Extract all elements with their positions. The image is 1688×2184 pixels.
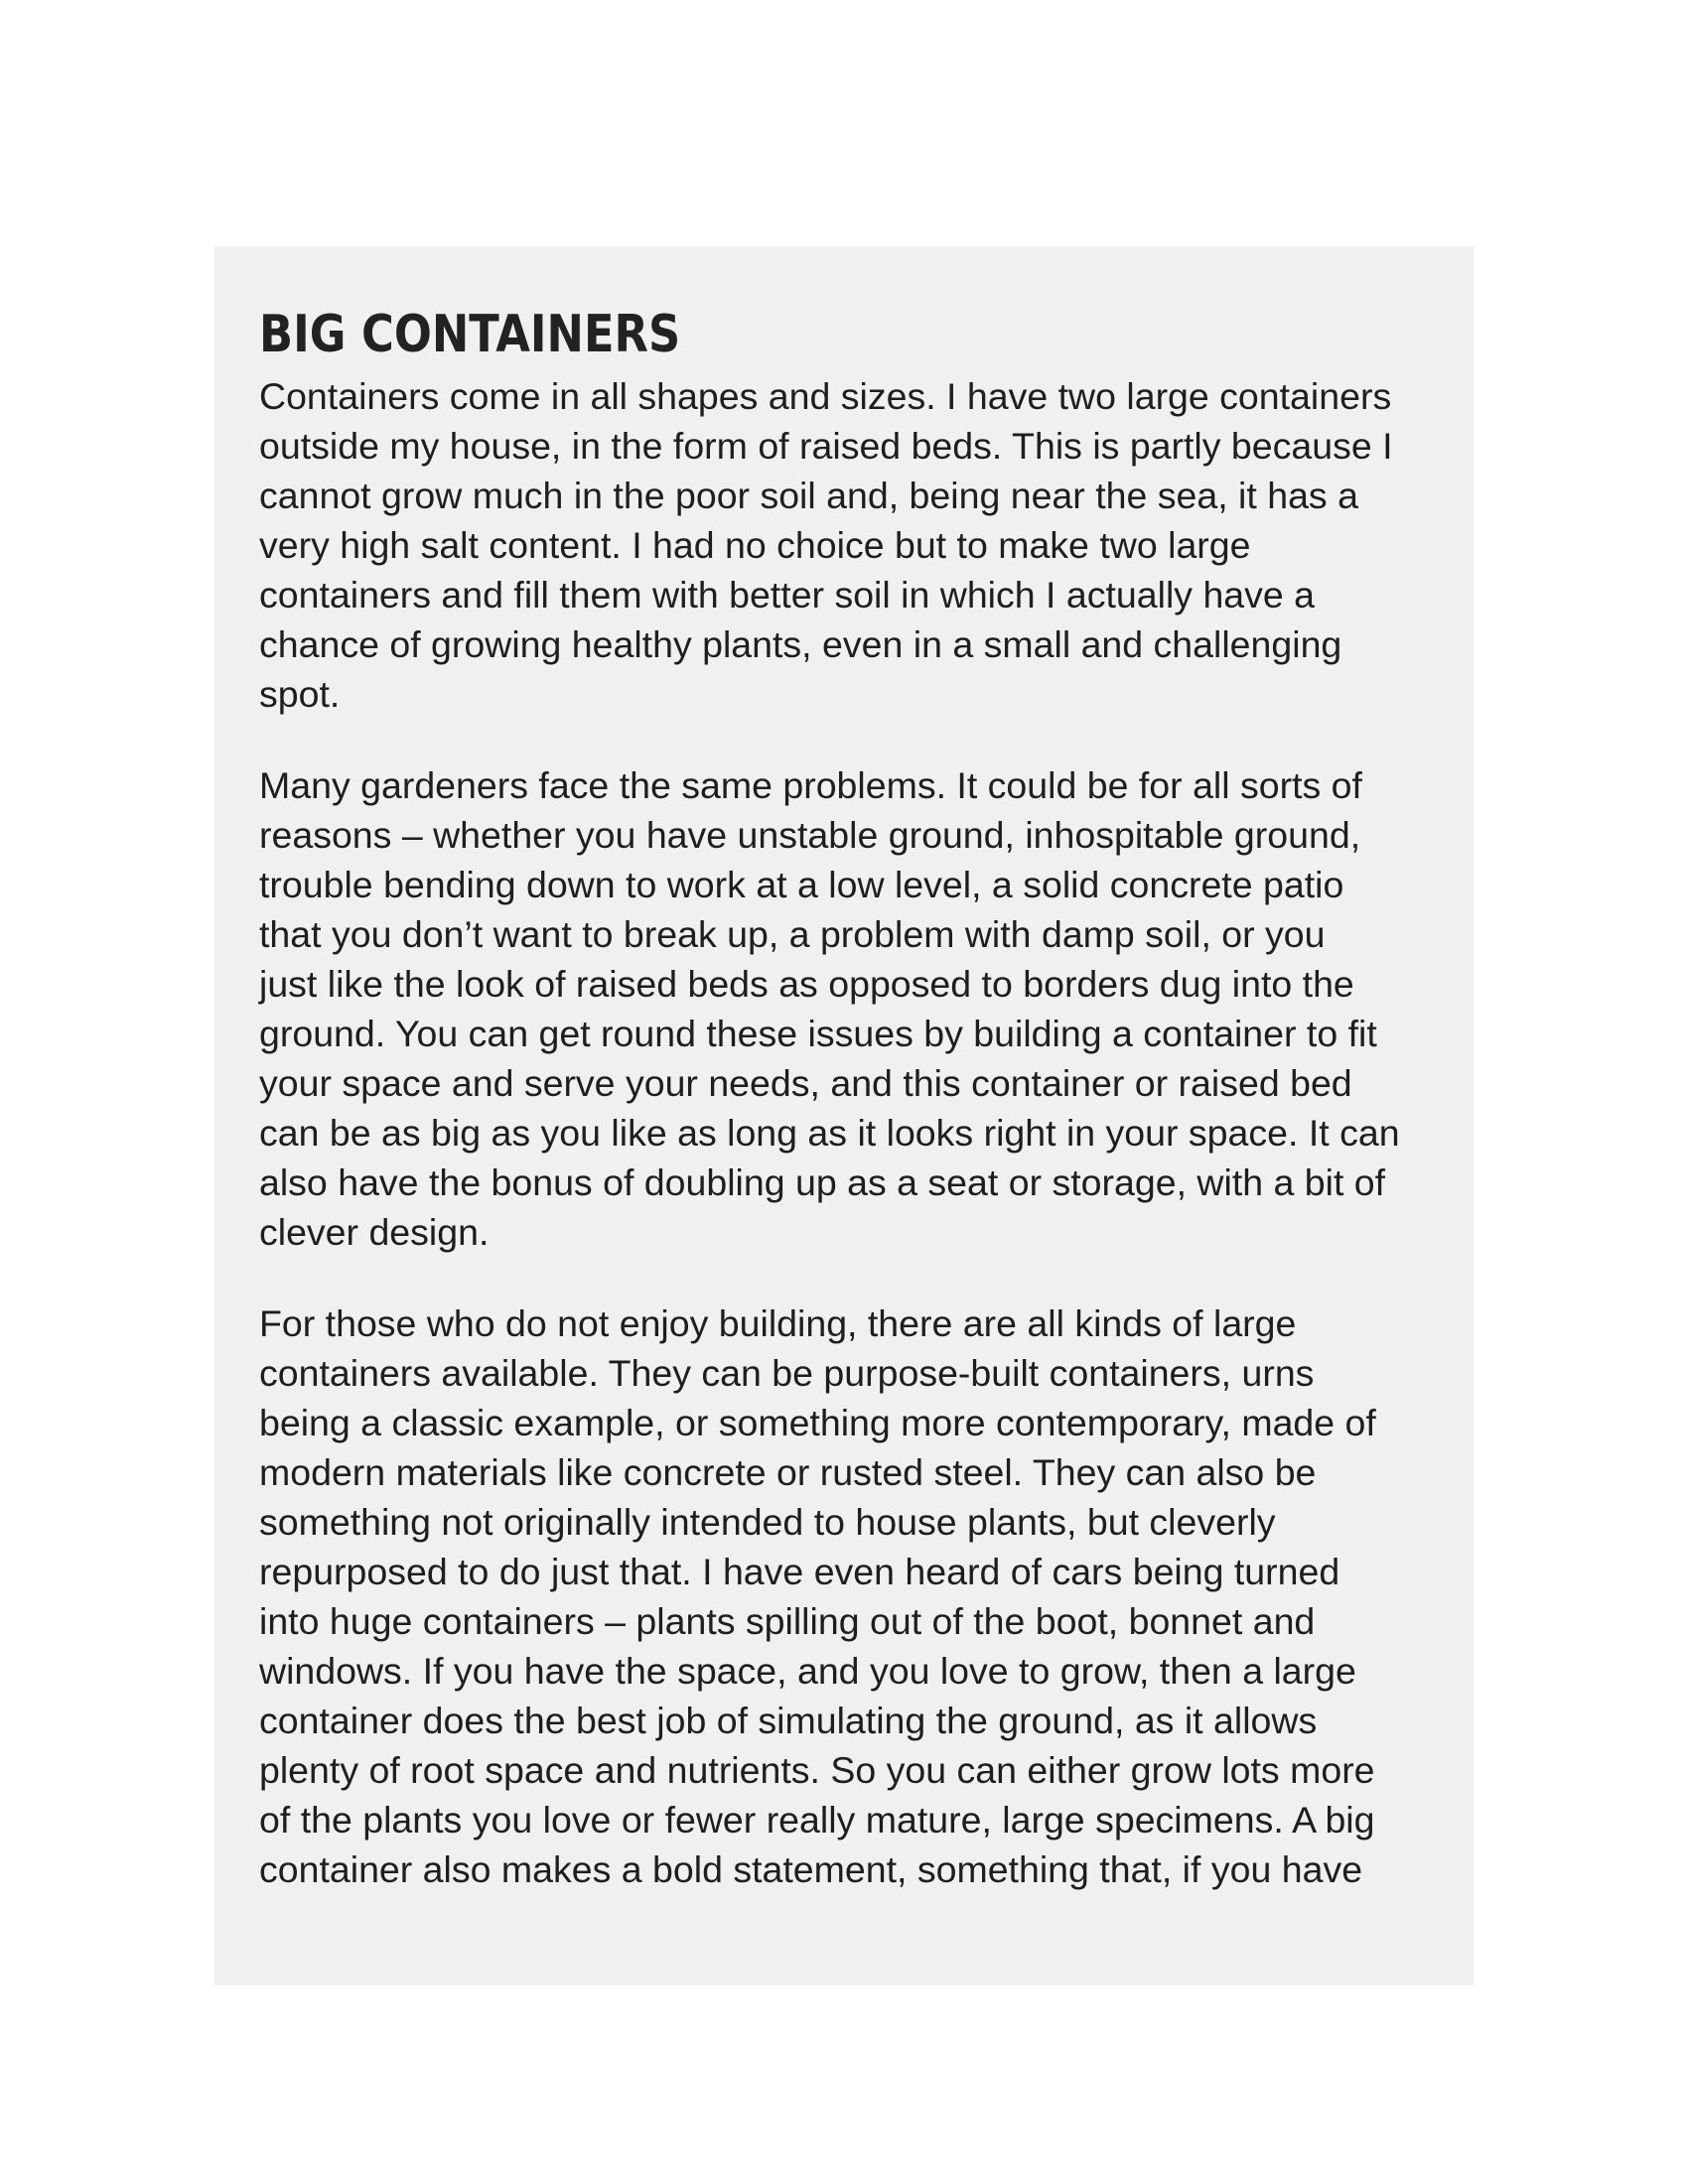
- text-line: of the plants you love or fewer really mature, large specimens. A big: [259, 1799, 1375, 1841]
- text-line: containers available. They can be purpose-built containers, urns: [259, 1352, 1315, 1394]
- text-line: trouble bending down to work at a low level, a solid concrete patio: [259, 864, 1344, 905]
- text-line: container does the best job of simulating the ground, as it allows: [259, 1700, 1318, 1741]
- paragraph-2: [259, 760, 1434, 1257]
- text-line: also have the bonus of doubling up as a seat or storage, with a bit of: [259, 1161, 1386, 1203]
- text-line: containers and fill them with better soil in which I actually have a: [259, 574, 1316, 615]
- text-line: spot.: [259, 673, 341, 715]
- text-line: something not originally intended to house plants, but cleverly: [259, 1501, 1276, 1543]
- text-line: that you don’t want to break up, a problem with damp soil, or you: [259, 913, 1326, 955]
- text-line: into huge containers – plants spilling out of the boot, bonnet and: [259, 1600, 1316, 1642]
- text-line: container also makes a bold statement, something that, if you have: [259, 1848, 1363, 1890]
- text-line: cannot grow much in the poor soil and, being near the sea, it has a: [259, 475, 1358, 516]
- text-line: Many gardeners face the same problems. It could be for all sorts of: [259, 764, 1362, 806]
- text-line: plenty of root space and nutrients. So you can either grow lots more: [259, 1749, 1375, 1791]
- text-line: being a classic example, or something more contemporary, made of: [259, 1402, 1376, 1443]
- paragraph-1: [259, 371, 1434, 719]
- text-line: Containers come in all shapes and sizes. I have two large containers: [259, 375, 1392, 417]
- text-line: very high salt content. I had no choice but to make two large: [259, 524, 1251, 566]
- text-line: modern materials like concrete or rusted steel. They can also be: [259, 1451, 1317, 1493]
- text-line: repurposed to do just that. I have even heard of cars being turned: [259, 1551, 1340, 1592]
- text-line: just like the look of raised beds as opposed to borders dug into the: [259, 963, 1354, 1005]
- text-line: reasons – whether you have unstable ground, inhospitable ground,: [259, 814, 1361, 856]
- section-heading: BIG CONTAINERS: [259, 305, 681, 364]
- text-line: outside my house, in the form of raised beds. This is partly because I: [259, 425, 1393, 467]
- content-panel: [214, 246, 1474, 1985]
- text-line: clever design.: [259, 1211, 490, 1253]
- text-line: chance of growing healthy plants, even in a small and challenging: [259, 623, 1342, 665]
- text-line: For those who do not enjoy building, there are all kinds of large: [259, 1302, 1297, 1344]
- text-line: your space and serve your needs, and this container or raised bed: [259, 1062, 1352, 1104]
- text-line: windows. If you have the space, and you love to grow, then a large: [259, 1650, 1356, 1692]
- text-line: can be as big as you like as long as it looks right in your space. It can: [259, 1112, 1400, 1154]
- paragraph-3: [259, 1298, 1434, 1894]
- text-line: ground. You can get round these issues by building a container to fit: [259, 1013, 1377, 1054]
